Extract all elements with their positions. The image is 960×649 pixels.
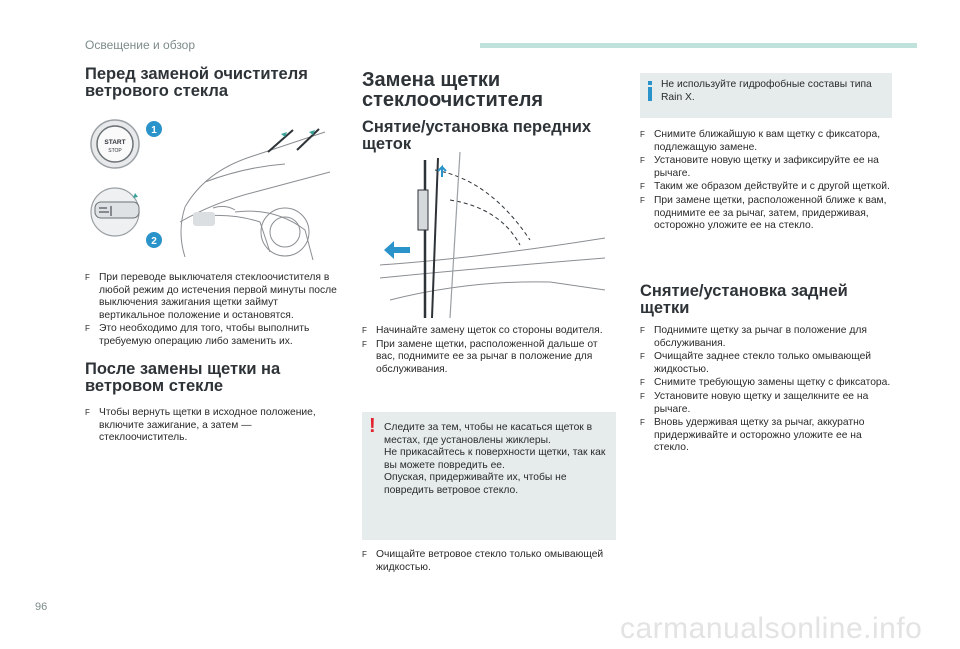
- list-item: F При переводе выключателя стеклоочистителя в любой режим до истечения первой минуты после выключения зажигания щетки займут вертикальное положение и остановятся.: [85, 272, 337, 321]
- list-item: F Установите новую щетку и защелкните ее на рычаге.: [640, 390, 869, 415]
- heading-after-replacement: После замены щетки на ветровом стекле: [85, 360, 281, 395]
- warning-text: Следите за тем, чтобы не касаться щеток в местах, где установлены жиклеры. Не прикасайтесь к поверхности щетки, так как вы можете повредить ее. Опуская, придерживайте их, чтобы не повредить ветровое стекло.: [384, 422, 606, 496]
- list-item: F При замене щетки, расположенной ближе к вам, поднимите ее за рычаг, затем, придерживая, осторожно уложите ее на стекло.: [640, 194, 887, 232]
- list-item: F Начинайте замену щеток со стороны водителя.: [362, 325, 603, 336]
- front-wiper-illustration: [380, 150, 605, 318]
- list-item: F Поднимите щетку за рычаг в положение для обслуживания.: [640, 325, 867, 349]
- list-item: F Вновь удерживая щетку за рычаг, аккуратно придерживайте и осторожно уложите ее на стекло.: [640, 417, 865, 454]
- callout-2: 2: [151, 236, 157, 247]
- warning-box: [362, 412, 616, 540]
- bullets-before-replacement: [85, 272, 340, 350]
- heading-before-replacement: Перед заменой очистителя ветрового стекла: [85, 65, 308, 100]
- list-item: F Снимите требующую замены щетку с фиксатора.: [640, 377, 891, 389]
- info-box: [640, 73, 892, 118]
- info-icon: [648, 87, 652, 101]
- heading-wiper-replacement: Замена щетки стеклоочистителя: [362, 69, 544, 111]
- section-header-bar: [480, 43, 917, 48]
- list-item: F Снимите ближайшую к вам щетку с фиксатора, подлежащую замене.: [640, 129, 881, 153]
- section-header-title: Освещение и обзор: [85, 38, 196, 52]
- list-item: F Это необходимо для того, чтобы выполнить требуемую операцию либо заменить их.: [85, 323, 310, 347]
- watermark: carmanualsonline.info: [620, 612, 923, 645]
- bullets-front-replace-steps: [640, 129, 895, 234]
- start-label: START: [104, 139, 126, 146]
- stop-label: STOP: [108, 148, 122, 154]
- bullets-rear-wiper: [640, 325, 895, 456]
- wiper-control-illustration: [85, 112, 335, 262]
- list-item: F Установите новую щетку и зафиксируйте ее на рычаге.: [640, 155, 879, 179]
- heading-rear-wiper: Снятие/установка задней щетки: [640, 282, 848, 317]
- callout-1: 1: [151, 125, 157, 136]
- subheading-front-wipers: Снятие/установка передних щеток: [362, 118, 592, 153]
- list-item: F Таким же образом действуйте и с другой щеткой.: [640, 181, 890, 193]
- list-item: F При замене щетки, расположенной дальше от вас, поднимите ее за рычаг в положение для обслуживания.: [362, 338, 598, 375]
- page-number: 96: [35, 601, 48, 613]
- info-text: Не используйте гидрофобные составы типа Rain X.: [661, 79, 872, 103]
- bullets-after-replacement: [85, 407, 325, 446]
- list-item: F Очищайте ветровое стекло только омывающей жидкостью.: [362, 549, 604, 573]
- list-item: F Чтобы вернуть щетки в исходное положение, включите зажигание, а затем — стеклоочиститель.: [85, 407, 316, 444]
- bullets-front-cleaning: [362, 549, 612, 575]
- warning-icon: !: [369, 415, 376, 437]
- bullets-front-wipers: [362, 325, 612, 377]
- list-item: F Очищайте заднее стекло только омывающей жидкостью.: [640, 351, 872, 375]
